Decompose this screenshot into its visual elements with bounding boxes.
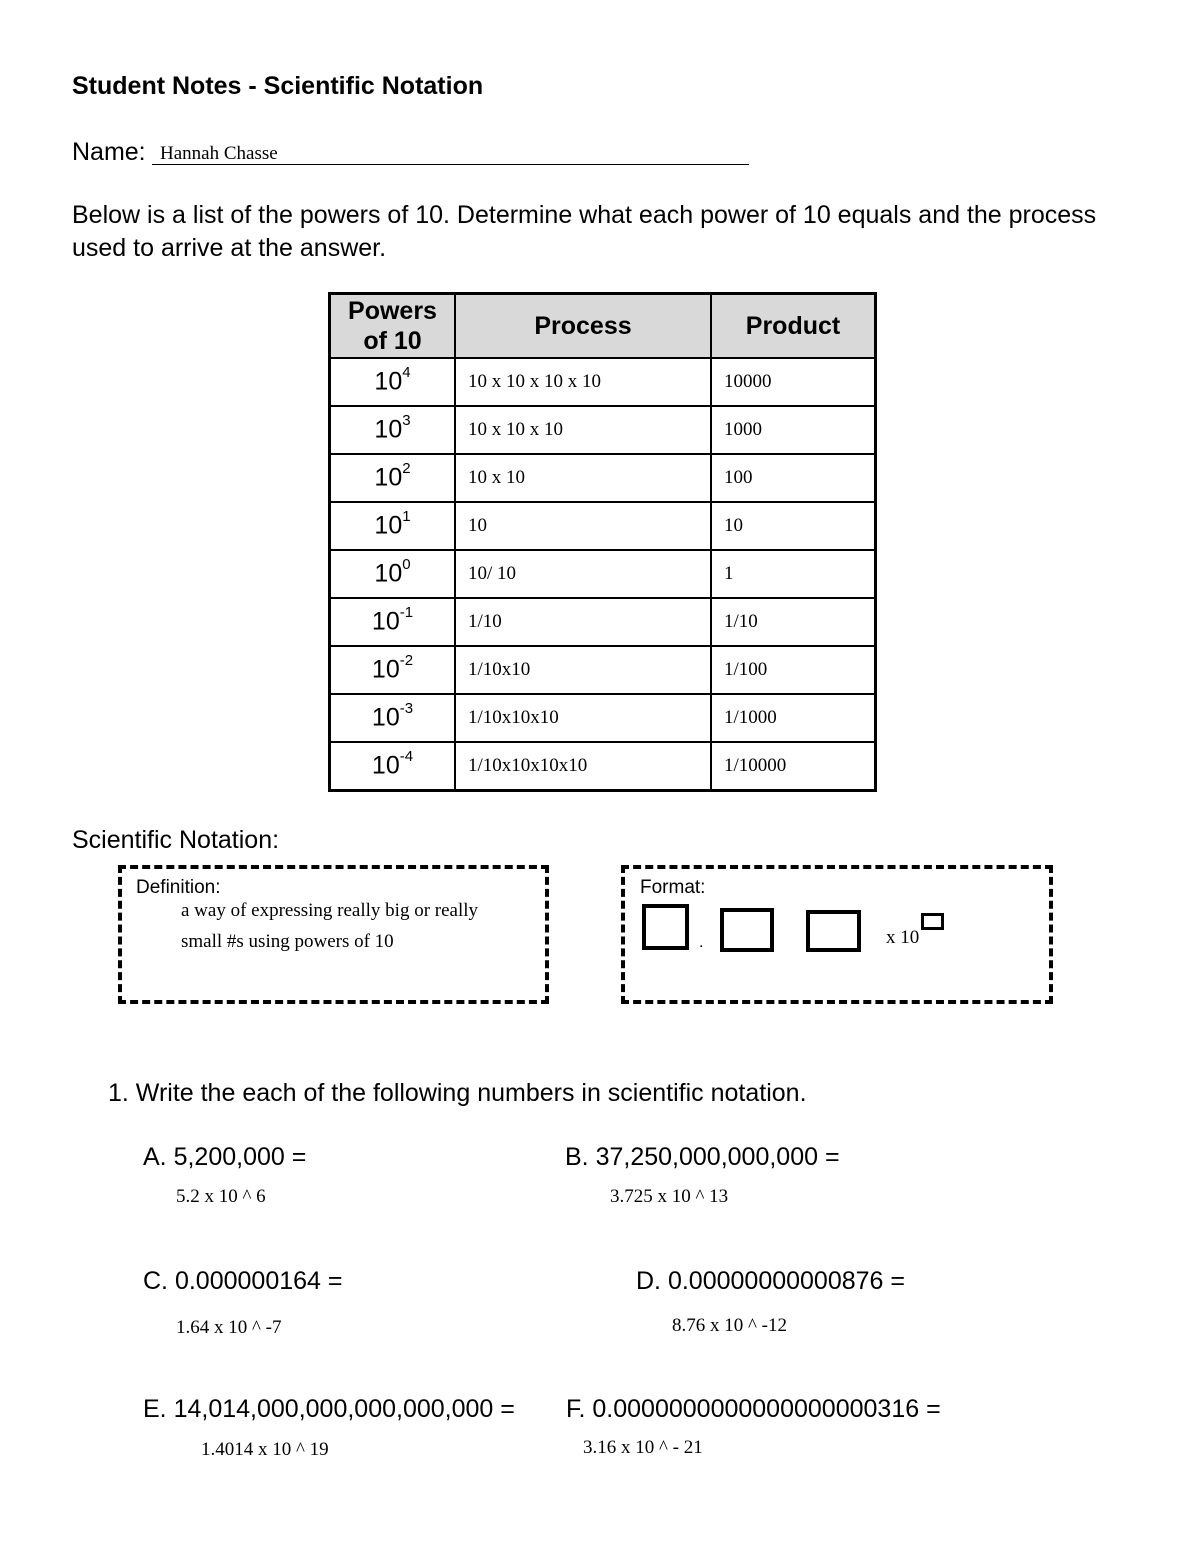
product-cell: 1/10000 [711, 742, 876, 791]
product-cell: 1/1000 [711, 694, 876, 742]
process-cell: 10 x 10 x 10 x 10 [455, 358, 711, 406]
product-cell: 10 [711, 502, 876, 550]
process-cell: 1/10x10 [455, 646, 711, 694]
answer-e: 1.4014 x 10 ^ 19 [201, 1439, 329, 1460]
power-cell: $10^3$ [330, 406, 456, 454]
table-row [330, 454, 876, 502]
scientific-notation-heading: Scientific Notation: [72, 826, 280, 854]
powers-of-ten-table [328, 292, 877, 792]
power-cell: $10^{-1}$ [330, 598, 456, 646]
problem-c: C. 0.000000164 = [143, 1267, 343, 1295]
power-cell: $10^1$ [330, 502, 456, 550]
product-cell: 1/10 [711, 598, 876, 646]
process-cell: 10/ 10 [455, 550, 711, 598]
header-product: Product [711, 294, 876, 359]
format-digit-square [806, 910, 861, 952]
problem-d: D. 0.00000000000876 = [636, 1267, 905, 1295]
header-powers [330, 294, 456, 359]
power-cell: $10^0$ [330, 550, 456, 598]
answer-a: 5.2 x 10 ^ 6 [176, 1186, 266, 1207]
table-header-row [330, 294, 876, 359]
table-row [330, 550, 876, 598]
product-cell: 1 [711, 550, 876, 598]
product-cell: 100 [711, 454, 876, 502]
power-cell: $10^{-2}$ [330, 646, 456, 694]
process-cell: 10 x 10 x 10 [455, 406, 711, 454]
intro-text: Below is a list of the powers of 10. Determine what each power of 10 equals and the process used to arrive at the answer. [72, 201, 1097, 262]
question-1-text: 1. Write the each of the following numbers in scientific notation. [108, 1079, 807, 1107]
page-title: Student Notes - Scientific Notation [72, 72, 484, 100]
process-cell: 1/10x10x10x10 [455, 742, 711, 791]
power-cell: $10^{-3}$ [330, 694, 456, 742]
definition-label: Definition: [136, 877, 221, 898]
header-powers-line1: Powers [348, 297, 437, 325]
table-row [330, 646, 876, 694]
name-underline [152, 164, 749, 165]
header-process: Process [455, 294, 711, 359]
table-row [330, 694, 876, 742]
process-cell: 10 [455, 502, 711, 550]
answer-b: 3.725 x 10 ^ 13 [610, 1186, 729, 1207]
definition-text: a way of expressing really big or really small #s using powers of 10 [181, 900, 479, 952]
header-powers-line2: of 10 [363, 327, 422, 355]
problem-e: E. 14,014,000,000,000,000,000 = [143, 1395, 515, 1423]
table-row [330, 502, 876, 550]
product-cell: 1000 [711, 406, 876, 454]
name-label: Name: [72, 138, 146, 166]
problem-a: A. 5,200,000 = [143, 1143, 307, 1171]
problem-f: F. 0.0000000000000000000316 = [566, 1395, 941, 1423]
format-label: Format: [640, 877, 706, 898]
power-cell: $10^2$ [330, 454, 456, 502]
table-row [330, 358, 876, 406]
table-row [330, 742, 876, 791]
problem-b: B. 37,250,000,000,000 = [565, 1143, 840, 1171]
process-cell: 1/10 [455, 598, 711, 646]
answer-c: 1.64 x 10 ^ -7 [176, 1317, 282, 1338]
format-digit-square [720, 908, 774, 952]
table-row [330, 406, 876, 454]
format-exponent-square [921, 913, 944, 930]
process-cell: 10 x 10 [455, 454, 711, 502]
answer-d: 8.76 x 10 ^ -12 [672, 1315, 787, 1336]
product-cell: 1/100 [711, 646, 876, 694]
product-cell: 10000 [711, 358, 876, 406]
name-value: Hannah Chasse [160, 143, 278, 164]
format-digit-square [642, 904, 689, 950]
table-row [330, 598, 876, 646]
power-cell: $10^4$ [330, 358, 456, 406]
format-decimal-point: . [699, 934, 704, 951]
answer-f: 3.16 x 10 ^ - 21 [583, 1437, 703, 1458]
process-cell: 1/10x10x10 [455, 694, 711, 742]
power-cell: $10^{-4}$ [330, 742, 456, 791]
format-times-ten: x 10 [886, 927, 920, 948]
